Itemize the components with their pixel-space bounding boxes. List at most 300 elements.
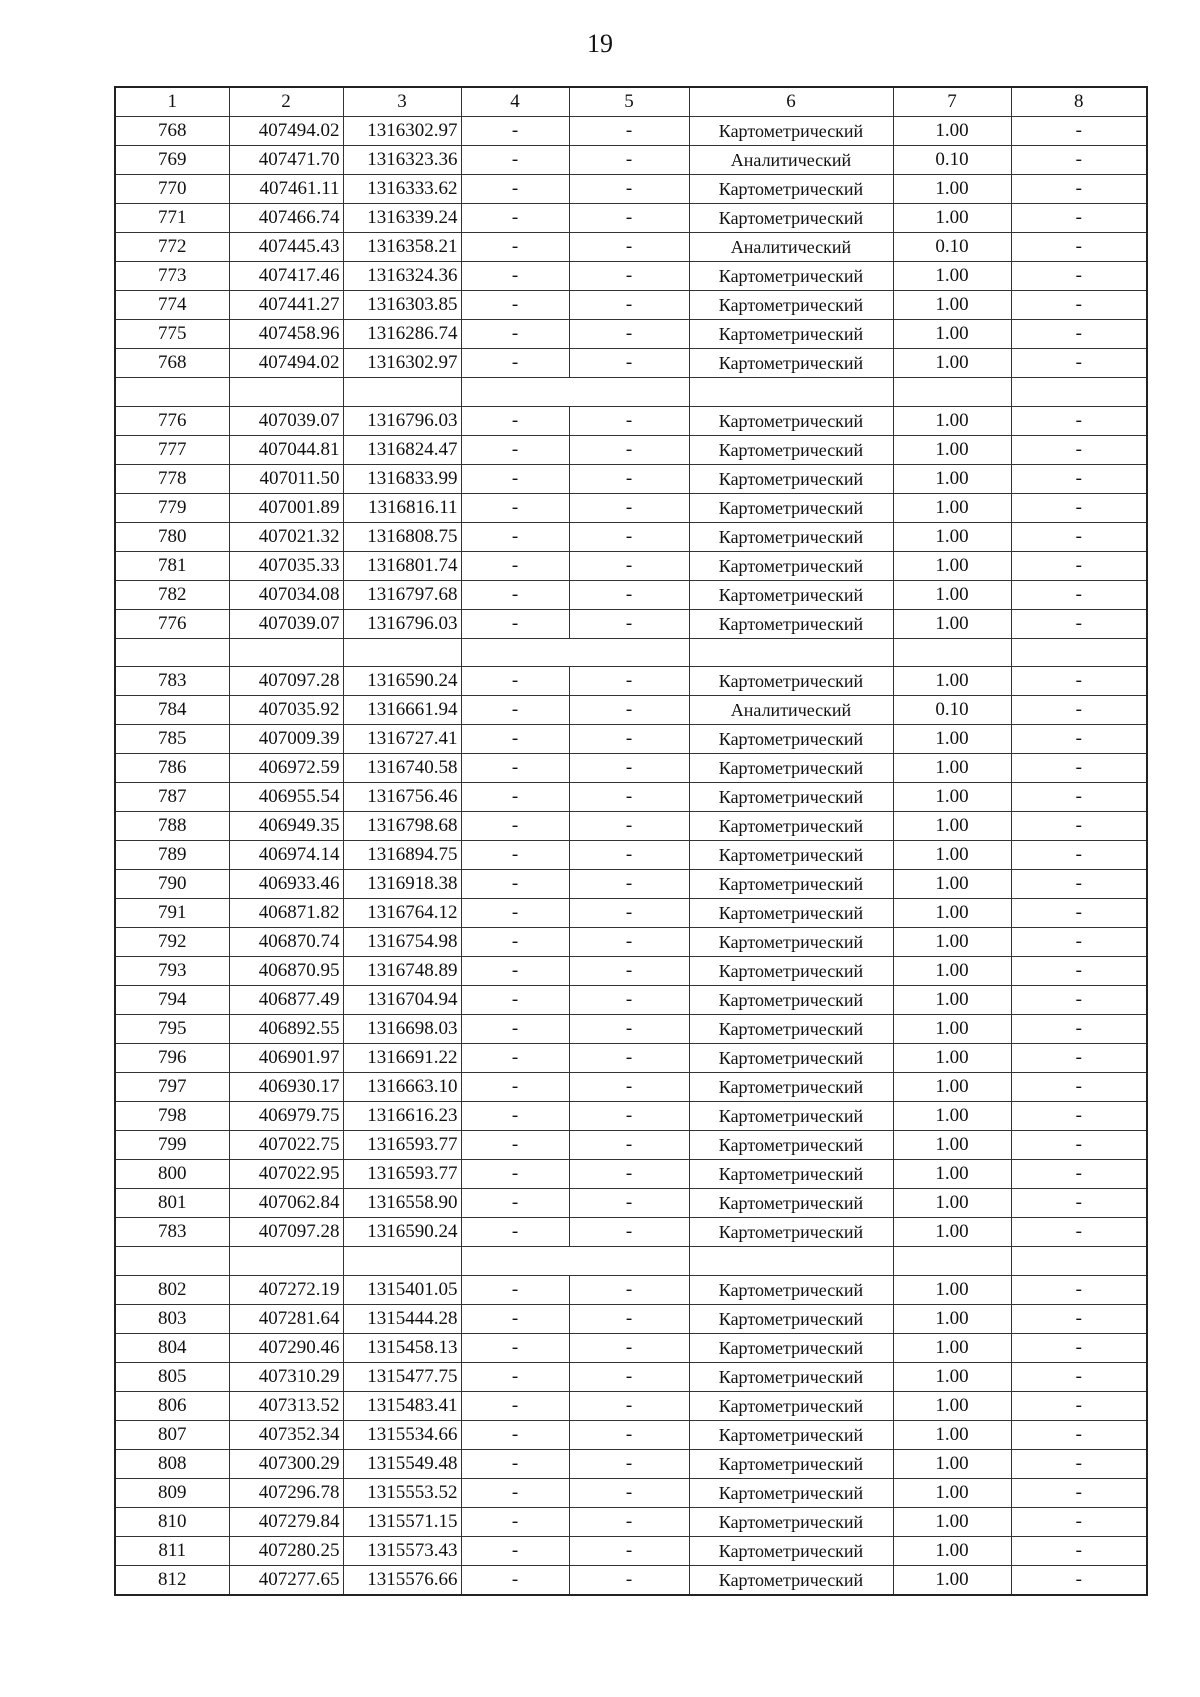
method-cell: Картометрический [689,1565,893,1595]
coordinate-x-cell: 407281.64 [229,1304,343,1333]
coordinate-y-cell: 1316756.46 [343,783,461,812]
coordinate-y-cell: 1316816.11 [343,493,461,522]
col-5-value-cell: - [569,1420,689,1449]
method-cell: Картометрический [689,291,893,320]
col-8-value-cell: - [1011,291,1147,320]
col-5-value-cell: - [569,262,689,291]
table-row [115,986,1147,1015]
method-cell [689,638,893,667]
table-header-row [115,87,1147,117]
coordinate-x-cell: 407272.19 [229,1275,343,1304]
accuracy-cell: 1.00 [893,1275,1011,1304]
table-row [115,262,1147,291]
accuracy-cell: 1.00 [893,117,1011,146]
col-5-value-cell: - [569,1391,689,1420]
coordinate-y-cell [343,378,461,407]
col-4-value-cell: - [461,667,569,696]
coordinate-x-cell: 406877.49 [229,986,343,1015]
coordinate-x-cell: 407097.28 [229,1218,343,1247]
coordinate-y-cell: 1315576.66 [343,1565,461,1595]
col-8-value-cell: - [1011,812,1147,841]
table-row [115,117,1147,146]
coordinate-y-cell [343,638,461,667]
method-cell: Картометрический [689,580,893,609]
col-5-value-cell: - [569,320,689,349]
col-5-value-cell: - [569,1073,689,1102]
coordinate-x-cell: 407296.78 [229,1478,343,1507]
point-number-cell [115,378,229,407]
col-8-value-cell: - [1011,464,1147,493]
separator-row [115,378,1147,407]
point-number-cell: 810 [115,1507,229,1536]
method-cell: Картометрический [689,1102,893,1131]
col-8-value-cell: - [1011,1420,1147,1449]
accuracy-cell [893,1247,1011,1276]
point-number-cell: 795 [115,1015,229,1044]
accuracy-cell: 1.00 [893,957,1011,986]
coordinate-y-cell: 1316704.94 [343,986,461,1015]
coordinate-x-cell: 407022.95 [229,1160,343,1189]
accuracy-cell: 1.00 [893,1015,1011,1044]
coordinate-y-cell: 1316590.24 [343,667,461,696]
column-header: 6 [689,87,893,117]
col-8-value-cell: - [1011,1044,1147,1073]
col-5-value-cell: - [569,870,689,899]
method-cell: Картометрический [689,899,893,928]
table-body [115,117,1147,1595]
point-number-cell [115,638,229,667]
col-4-value-cell [461,378,569,407]
col-5-value-cell: - [569,899,689,928]
col-8-value-cell: - [1011,1102,1147,1131]
col-8-value-cell: - [1011,1565,1147,1595]
method-cell: Картометрический [689,783,893,812]
coordinate-x-cell: 407441.27 [229,291,343,320]
coordinate-x-cell: 406871.82 [229,899,343,928]
accuracy-cell: 0.10 [893,696,1011,725]
point-number-cell: 786 [115,754,229,783]
coordinate-y-cell: 1316796.03 [343,609,461,638]
coordinate-x-cell: 406955.54 [229,783,343,812]
col-5-value-cell: - [569,609,689,638]
accuracy-cell: 1.00 [893,1391,1011,1420]
table-row [115,1218,1147,1247]
col-5-value-cell: - [569,986,689,1015]
column-header: 7 [893,87,1011,117]
col-4-value-cell: - [461,1015,569,1044]
point-number-cell: 772 [115,233,229,262]
table-row [115,1362,1147,1391]
col-5-value-cell: - [569,1275,689,1304]
coordinate-y-cell: 1315444.28 [343,1304,461,1333]
col-5-value-cell: - [569,204,689,233]
point-number-cell: 793 [115,957,229,986]
col-4-value-cell: - [461,1073,569,1102]
table-row [115,899,1147,928]
accuracy-cell: 1.00 [893,899,1011,928]
coordinate-y-cell: 1316661.94 [343,696,461,725]
point-number-cell: 807 [115,1420,229,1449]
accuracy-cell: 1.00 [893,667,1011,696]
point-number-cell: 811 [115,1536,229,1565]
method-cell: Картометрический [689,320,893,349]
col-4-value-cell: - [461,957,569,986]
method-cell: Картометрический [689,1044,893,1073]
table-row [115,406,1147,435]
col-5-value-cell: - [569,551,689,580]
coordinate-x-cell: 406972.59 [229,754,343,783]
method-cell: Картометрический [689,1449,893,1478]
table-row [115,1073,1147,1102]
point-number-cell [115,1247,229,1276]
table-row [115,349,1147,378]
col-5-value-cell: - [569,957,689,986]
accuracy-cell: 1.00 [893,175,1011,204]
coordinate-x-cell: 406949.35 [229,812,343,841]
method-cell: Картометрический [689,957,893,986]
col-5-value-cell [569,378,689,407]
coordinate-y-cell: 1315571.15 [343,1507,461,1536]
accuracy-cell: 1.00 [893,1420,1011,1449]
point-number-cell: 805 [115,1362,229,1391]
coordinate-y-cell: 1316797.68 [343,580,461,609]
col-5-value-cell: - [569,1160,689,1189]
accuracy-cell: 1.00 [893,406,1011,435]
table-row [115,580,1147,609]
coordinate-y-cell: 1316808.75 [343,522,461,551]
col-4-value-cell: - [461,522,569,551]
separator-row [115,1247,1147,1276]
method-cell: Картометрический [689,841,893,870]
col-5-value-cell: - [569,1218,689,1247]
col-4-value-cell: - [461,609,569,638]
col-8-value-cell: - [1011,349,1147,378]
method-cell: Картометрический [689,725,893,754]
accuracy-cell: 1.00 [893,783,1011,812]
col-4-value-cell: - [461,204,569,233]
coordinate-y-cell: 1315477.75 [343,1362,461,1391]
table-row [115,320,1147,349]
accuracy-cell: 1.00 [893,1536,1011,1565]
table-row [115,754,1147,783]
coordinate-x-cell [229,378,343,407]
col-4-value-cell: - [461,1275,569,1304]
table-row [115,841,1147,870]
col-5-value-cell: - [569,725,689,754]
table-row [115,1102,1147,1131]
point-number-cell: 791 [115,899,229,928]
coordinate-y-cell: 1316801.74 [343,551,461,580]
coordinate-y-cell: 1316754.98 [343,928,461,957]
coordinate-y-cell: 1316593.77 [343,1131,461,1160]
col-4-value-cell: - [461,1160,569,1189]
col-4-value-cell: - [461,464,569,493]
col-8-value-cell: - [1011,580,1147,609]
col-8-value-cell: - [1011,667,1147,696]
col-5-value-cell: - [569,667,689,696]
coordinate-x-cell: 407310.29 [229,1362,343,1391]
point-number-cell: 804 [115,1333,229,1362]
table-row [115,204,1147,233]
col-8-value-cell: - [1011,1218,1147,1247]
col-5-value-cell: - [569,233,689,262]
coordinate-y-cell: 1316286.74 [343,320,461,349]
point-number-cell: 796 [115,1044,229,1073]
accuracy-cell: 1.00 [893,1189,1011,1218]
col-8-value-cell: - [1011,754,1147,783]
col-5-value-cell: - [569,696,689,725]
method-cell: Картометрический [689,1189,893,1218]
table-row [115,493,1147,522]
accuracy-cell: 1.00 [893,986,1011,1015]
accuracy-cell: 1.00 [893,1102,1011,1131]
table-row [115,1160,1147,1189]
col-5-value-cell: - [569,435,689,464]
point-number-cell: 787 [115,783,229,812]
col-4-value-cell: - [461,1420,569,1449]
accuracy-cell: 1.00 [893,1333,1011,1362]
col-4-value-cell: - [461,1189,569,1218]
col-4-value-cell: - [461,696,569,725]
col-8-value-cell: - [1011,262,1147,291]
col-8-value-cell: - [1011,986,1147,1015]
col-8-value-cell: - [1011,1160,1147,1189]
column-header: 3 [343,87,461,117]
table-row [115,725,1147,754]
col-4-value-cell: - [461,1131,569,1160]
coordinate-y-cell: 1316616.23 [343,1102,461,1131]
coordinate-y-cell: 1316558.90 [343,1189,461,1218]
col-4-value-cell: - [461,899,569,928]
table-row [115,1565,1147,1595]
accuracy-cell: 1.00 [893,812,1011,841]
method-cell: Картометрический [689,754,893,783]
method-cell [689,378,893,407]
col-5-value-cell: - [569,175,689,204]
col-5-value-cell: - [569,812,689,841]
point-number-cell: 780 [115,522,229,551]
col-5-value-cell: - [569,1044,689,1073]
accuracy-cell: 1.00 [893,1160,1011,1189]
accuracy-cell: 1.00 [893,204,1011,233]
point-number-cell: 806 [115,1391,229,1420]
table-row [115,464,1147,493]
point-number-cell: 809 [115,1478,229,1507]
method-cell: Аналитический [689,696,893,725]
col-5-value-cell: - [569,1449,689,1478]
point-number-cell: 773 [115,262,229,291]
coordinate-x-cell: 407044.81 [229,435,343,464]
accuracy-cell: 0.10 [893,146,1011,175]
col-8-value-cell: - [1011,841,1147,870]
col-5-value-cell: - [569,1189,689,1218]
col-8-value-cell: - [1011,435,1147,464]
column-header: 8 [1011,87,1147,117]
col-8-value-cell: - [1011,1362,1147,1391]
method-cell: Картометрический [689,1160,893,1189]
coordinate-y-cell: 1316796.03 [343,406,461,435]
accuracy-cell: 1.00 [893,609,1011,638]
coordinate-x-cell: 407039.07 [229,406,343,435]
coordinate-y-cell: 1316740.58 [343,754,461,783]
col-8-value-cell: - [1011,1333,1147,1362]
coordinate-x-cell: 407279.84 [229,1507,343,1536]
col-4-value-cell: - [461,349,569,378]
point-number-cell: 779 [115,493,229,522]
col-8-value-cell: - [1011,928,1147,957]
method-cell: Картометрический [689,1218,893,1247]
accuracy-cell: 1.00 [893,1131,1011,1160]
col-4-value-cell: - [461,986,569,1015]
col-8-value-cell: - [1011,1449,1147,1478]
table-row [115,1044,1147,1073]
coordinate-y-cell: 1316824.47 [343,435,461,464]
point-number-cell: 781 [115,551,229,580]
col-8-value-cell [1011,1247,1147,1276]
col-4-value-cell: - [461,1333,569,1362]
method-cell: Картометрический [689,349,893,378]
point-number-cell: 768 [115,349,229,378]
coordinate-y-cell: 1316324.36 [343,262,461,291]
col-4-value-cell: - [461,1449,569,1478]
col-4-value-cell: - [461,406,569,435]
method-cell: Картометрический [689,1362,893,1391]
coordinate-x-cell: 407280.25 [229,1536,343,1565]
table-row [115,870,1147,899]
col-5-value-cell: - [569,349,689,378]
coordinates-table [114,86,1148,1596]
col-8-value-cell: - [1011,899,1147,928]
col-4-value-cell: - [461,841,569,870]
coordinate-y-cell: 1316358.21 [343,233,461,262]
point-number-cell: 778 [115,464,229,493]
table-row [115,667,1147,696]
coordinate-y-cell: 1316764.12 [343,899,461,928]
col-8-value-cell: - [1011,1073,1147,1102]
table-row [115,233,1147,262]
accuracy-cell: 1.00 [893,928,1011,957]
col-4-value-cell: - [461,870,569,899]
method-cell: Картометрический [689,1131,893,1160]
point-number-cell: 803 [115,1304,229,1333]
coordinate-y-cell: 1316302.97 [343,349,461,378]
point-number-cell: 784 [115,696,229,725]
table-row [115,1420,1147,1449]
col-4-value-cell: - [461,1044,569,1073]
coordinate-y-cell: 1316590.24 [343,1218,461,1247]
accuracy-cell [893,378,1011,407]
col-5-value-cell: - [569,117,689,146]
col-5-value-cell: - [569,580,689,609]
col-5-value-cell: - [569,493,689,522]
method-cell: Картометрический [689,667,893,696]
method-cell: Картометрический [689,1073,893,1102]
col-5-value-cell: - [569,1565,689,1595]
col-8-value-cell: - [1011,551,1147,580]
point-number-cell: 777 [115,435,229,464]
point-number-cell: 770 [115,175,229,204]
point-number-cell: 790 [115,870,229,899]
coordinate-y-cell: 1315458.13 [343,1333,461,1362]
coordinate-x-cell: 407352.34 [229,1420,343,1449]
method-cell: Картометрический [689,551,893,580]
coordinate-x-cell: 406892.55 [229,1015,343,1044]
coordinate-y-cell: 1316691.22 [343,1044,461,1073]
coordinate-x-cell: 407471.70 [229,146,343,175]
table-row [115,1536,1147,1565]
col-8-value-cell: - [1011,146,1147,175]
col-5-value-cell: - [569,841,689,870]
column-header: 1 [115,87,229,117]
point-number-cell: 782 [115,580,229,609]
point-number-cell: 801 [115,1189,229,1218]
point-number-cell: 785 [115,725,229,754]
method-cell: Картометрический [689,1391,893,1420]
method-cell: Картометрический [689,1275,893,1304]
col-4-value-cell: - [461,1536,569,1565]
col-4-value-cell: - [461,754,569,783]
coordinate-x-cell [229,638,343,667]
col-5-value-cell: - [569,1015,689,1044]
method-cell: Картометрический [689,1333,893,1362]
point-number-cell: 799 [115,1131,229,1160]
col-4-value-cell: - [461,1362,569,1391]
table-row [115,435,1147,464]
point-number-cell: 797 [115,1073,229,1102]
col-8-value-cell: - [1011,870,1147,899]
accuracy-cell: 1.00 [893,464,1011,493]
col-4-value-cell: - [461,725,569,754]
method-cell: Картометрический [689,1507,893,1536]
col-4-value-cell: - [461,928,569,957]
coordinate-x-cell: 407458.96 [229,320,343,349]
col-8-value-cell: - [1011,609,1147,638]
coordinate-y-cell: 1315401.05 [343,1275,461,1304]
col-4-value-cell: - [461,1507,569,1536]
coordinate-y-cell: 1315553.52 [343,1478,461,1507]
coordinate-y-cell: 1316302.97 [343,117,461,146]
col-4-value-cell [461,1247,569,1276]
table-row [115,291,1147,320]
col-4-value-cell: - [461,783,569,812]
accuracy-cell: 1.00 [893,291,1011,320]
col-8-value-cell: - [1011,1478,1147,1507]
col-4-value-cell: - [461,320,569,349]
coordinate-y-cell: 1316663.10 [343,1073,461,1102]
table-row [115,609,1147,638]
coordinate-y-cell: 1316833.99 [343,464,461,493]
point-number-cell: 808 [115,1449,229,1478]
col-5-value-cell: - [569,1333,689,1362]
col-4-value-cell: - [461,1565,569,1595]
col-4-value-cell: - [461,1304,569,1333]
point-number-cell: 789 [115,841,229,870]
method-cell: Картометрический [689,522,893,551]
col-4-value-cell: - [461,493,569,522]
col-5-value-cell [569,638,689,667]
point-number-cell: 792 [115,928,229,957]
coordinate-x-cell: 407062.84 [229,1189,343,1218]
coordinate-x-cell: 407021.32 [229,522,343,551]
accuracy-cell: 1.00 [893,493,1011,522]
table-row [115,1015,1147,1044]
point-number-cell: 776 [115,609,229,638]
accuracy-cell: 1.00 [893,841,1011,870]
method-cell: Картометрический [689,1304,893,1333]
point-number-cell: 775 [115,320,229,349]
point-number-cell: 800 [115,1160,229,1189]
column-header: 4 [461,87,569,117]
